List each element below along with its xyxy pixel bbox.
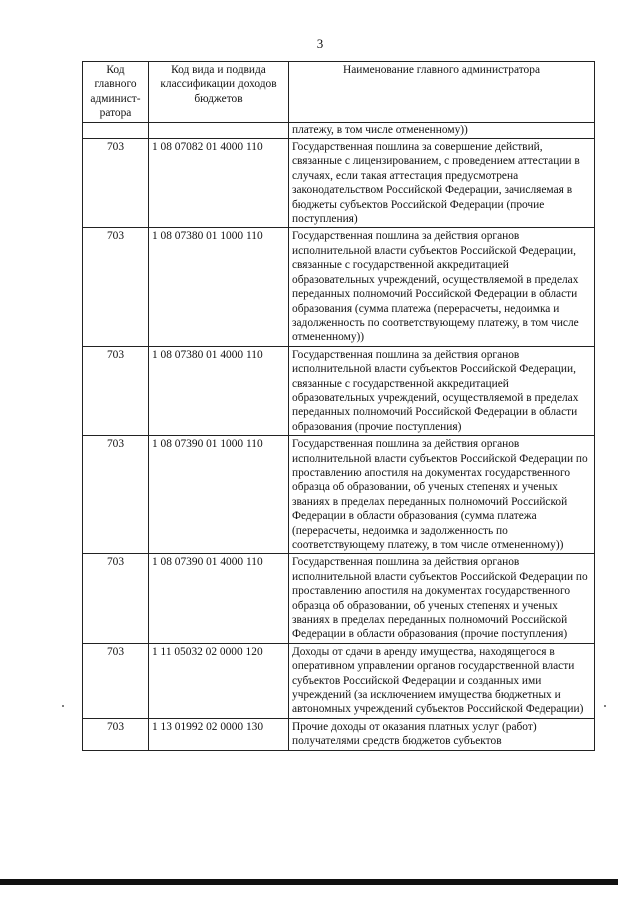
- cell-revenue-code: 1 08 07390 01 1000 110: [149, 436, 289, 554]
- cell-admin-code: 703: [83, 554, 149, 643]
- cell-admin-name: Государственная пошлина за совершение действий, связанные с лицензированием, с проведением аттестации в случаях, если такая аттестация предусмотрена законодательством Российской Федерации, зачисляемая в бюджеты субъектов Российской Федерации (прочие поступления): [289, 139, 595, 228]
- cell-revenue-code: [149, 122, 289, 138]
- table-header: [83, 62, 595, 123]
- cell-revenue-code: 1 08 07380 01 4000 110: [149, 346, 289, 435]
- header-revenue-code: Код вида и подвида классификации доходов бюджетов: [149, 62, 289, 123]
- table-row: [83, 643, 595, 718]
- cell-admin-code: 703: [83, 139, 149, 228]
- scan-edge-bar: [0, 879, 618, 885]
- cell-revenue-code: 1 11 05032 02 0000 120: [149, 643, 289, 718]
- cell-admin-code: 703: [83, 643, 149, 718]
- scan-speck: [62, 705, 64, 707]
- table-row: [83, 436, 595, 554]
- cell-admin-name: Государственная пошлина за действия органов исполнительной власти субъектов Российской Федерации, связанные с государственной аккредитацией образовательных учреждений, осуществляемой в пределах переданных полномочий Российской Федерации в области образования (сумма платежа (перерасчеты, недоимка и задолженность по соответствующему платежу, в том числе отмененному)): [289, 228, 595, 346]
- cell-revenue-code: 1 08 07082 01 4000 110: [149, 139, 289, 228]
- header-row: [83, 62, 595, 123]
- cell-admin-code: 703: [83, 346, 149, 435]
- cell-admin-name: платежу, в том числе отмененному)): [289, 122, 595, 138]
- cell-admin-name: Государственная пошлина за действия органов исполнительной власти субъектов Российской Федерации по проставлению апостиля на документах государственного образца об образовании, об ученых степенях и ученых званиях в пределах переданных полномочий Российской Федерации в области образования (прочие поступления): [289, 554, 595, 643]
- table-row: [83, 554, 595, 643]
- page-number: 3: [316, 36, 324, 51]
- cell-admin-name: Прочие доходы от оказания платных услуг (работ) получателями средств бюджетов субъектов: [289, 718, 595, 750]
- table-row: [83, 718, 595, 750]
- revenue-administrators-table: [82, 61, 595, 751]
- table-row: [83, 139, 595, 228]
- scan-speck: [604, 705, 606, 707]
- cell-admin-code: 703: [83, 718, 149, 750]
- cell-admin-name: Государственная пошлина за действия органов исполнительной власти субъектов Российской Федерации по проставлению апостиля на документах государственного образца об образовании, об ученых степенях и ученых званиях в пределах переданных полномочий Российской Федерации в области образования (сумма платежа (перерасчеты, недоимка и задолженность по соответствующему платежу, в том числе отмененному)): [289, 436, 595, 554]
- cell-revenue-code: 1 13 01992 02 0000 130: [149, 718, 289, 750]
- cell-admin-code: 703: [83, 228, 149, 346]
- table-row: [83, 122, 595, 138]
- cell-revenue-code: 1 08 07390 01 4000 110: [149, 554, 289, 643]
- cell-admin-code: [83, 122, 149, 138]
- cell-admin-name: Доходы от сдачи в аренду имущества, находящегося в оперативном управлении органов государственной власти субъектов Российской Федерации и созданных ими учреждений (за исключением имущества бюджетных и автономных учреждений субъектов Российской Федерации): [289, 643, 595, 718]
- cell-admin-code: 703: [83, 436, 149, 554]
- cell-revenue-code: 1 08 07380 01 1000 110: [149, 228, 289, 346]
- table-row: [83, 228, 595, 346]
- header-admin-name: Наименование главного администратора: [289, 62, 595, 123]
- table-body: [83, 122, 595, 750]
- header-admin-code: Код главного админист-ратора: [83, 62, 149, 123]
- cell-admin-name: Государственная пошлина за действия органов исполнительной власти субъектов Российской Федерации, связанные с государственной аккредитацией образовательных учреждений, осуществляемой в пределах переданных полномочий Российской Федерации в области образования (прочие поступления): [289, 346, 595, 435]
- table-row: [83, 346, 595, 435]
